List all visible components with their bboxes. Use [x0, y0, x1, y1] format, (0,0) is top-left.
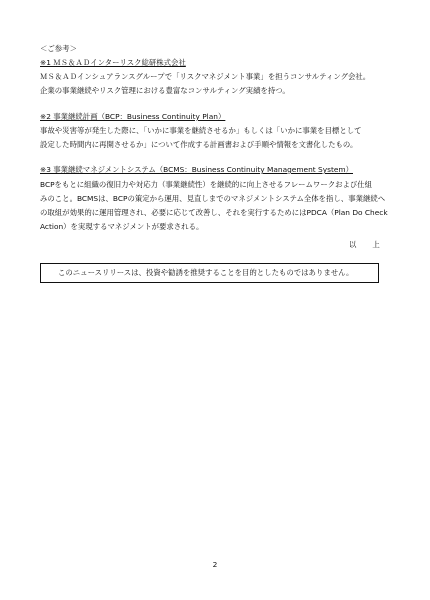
note-3-body-line-2: みのこと。BCMSは、BCPの策定から運用、見直しまでのマネジメントシステム全体を指し、事業継続へ: [40, 194, 386, 203]
note-1-body-line-1: ＭＳ＆ＡＤインシュアランスグループで「リスクマネジメント事業」を担うコンサルティング会社。: [40, 72, 371, 81]
note-3-title: ※3 事業継続マネジメントシステム（BCMS：Business Continuity Management System）: [40, 165, 353, 174]
disclaimer-box: [40, 263, 379, 283]
note-2-body-line-2: 設定した時間内に再開させるか」について作成する計画書および手順や情報を文書化したもの。: [40, 140, 358, 149]
note-2-title: ※2 事業継続計画（BCP：Business Continuity Plan）: [40, 112, 226, 121]
closing-mark-right: 上: [372, 240, 380, 249]
note-3-body-line-3: の取組が効果的に運用管理され、必要に応じて改善し、それを実行するためにはPDCA（Plan Do Check: [40, 208, 388, 217]
note-2-body-line-1: 事故や災害等が発生した際に、「いかに事業を継続させるか」もしくは「いかに事業を目標として: [40, 126, 362, 135]
note-1-body-line-2: 企業の事業継続やリスク管理における豊富なコンサルティング実績を持つ。: [40, 86, 290, 95]
closing-mark: [349, 240, 380, 250]
note-1-title: ※1 ＭＳ＆ＡＤインターリスク総研株式会社: [40, 58, 186, 67]
note-3-body-line-1: BCPをもとに組織の復旧力や対応力（事業継続性）を継続的に向上させるフレームワークおよび仕組: [40, 180, 373, 189]
page-number: 2: [212, 560, 218, 569]
reference-heading: ＜ご参考＞: [40, 44, 77, 53]
note-3-body-line-4: Action）を実現するマネジメントが要求される。: [40, 222, 204, 231]
disclaimer-text: このニュースリリースは、投資や勧誘を推奨することを目的としたものではありません。: [58, 268, 354, 277]
closing-mark-left: 以: [349, 240, 357, 249]
